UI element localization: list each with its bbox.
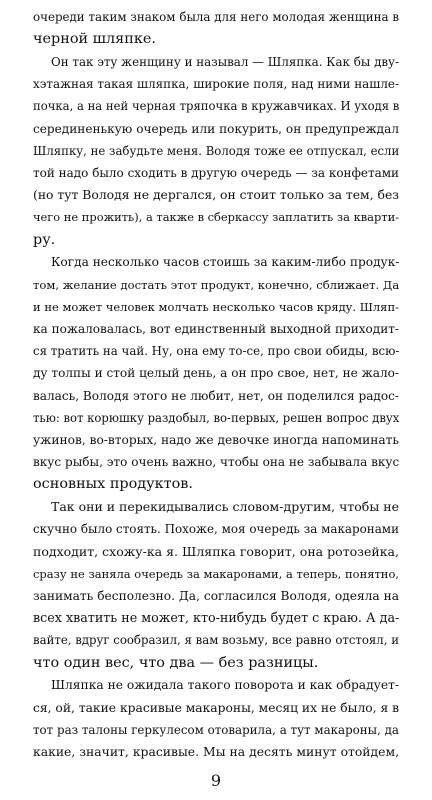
text-line: хэтажная такая шляпка, широкие поля, над ними нашле-	[33, 77, 399, 92]
text-line: Шляпку, не забудьте меня. Володя тоже ее отпускал, если	[33, 143, 400, 158]
text-line: ужинов, во-вторых, надо же девочке иногда напоминать	[33, 433, 399, 447]
text-line: подходит, схожу-ка я. Шляпка говорит, она ротозейка,	[33, 543, 399, 559]
text-line: ру.	[33, 231, 56, 248]
page-number: 9	[210, 771, 222, 791]
text-line: какие, значит, красивые. Мы на десять минут отойдем,	[33, 745, 399, 759]
text-line: основных продуктов.	[33, 476, 193, 493]
text-line: валась, Володя этого не любит, нет, он поделился радос-	[33, 388, 399, 403]
text-line: ся, ой, такие красивые макароны, месяц их не было, я в	[33, 700, 400, 715]
text-line: вкус рыбы, это очень важно, чтобы она не забывала вкус	[33, 455, 400, 470]
text-line: почка, а на ней черная тряпочка в кружавчиках. И уходя в	[33, 99, 400, 114]
text-line: тью: вот корюшку раздобыл, во-первых, решен вопрос двух	[33, 410, 400, 425]
text-line: том, желание достать этот продукт, конечно, сближает. Да	[33, 277, 400, 292]
text-line: Когда несколько часов стоишь за каким-либо продук-	[51, 255, 400, 270]
text-line: что один вес, что два — без разницы.	[33, 654, 319, 671]
text-line: ся тратить на чай. Ну, она ему то-се, про свои обиды, всю-	[33, 344, 400, 359]
text-line: и не может человек молчать несколько часов кряду. Шляп-	[33, 299, 399, 314]
text-line: скучно было стоять. Похоже, моя очередь за макаронами	[33, 522, 399, 537]
text-line: сразу не заняла очередь за макаронами, а теперь, понятно,	[33, 566, 399, 581]
text-line: вайте, вдруг сообразил, я вам возьму, все равно отстоял, и	[33, 633, 399, 648]
text-line: (но тут Володя не дергался, он стоит только за тем, без	[33, 188, 399, 203]
text-line: Шляпка не ожидала такого поворота и как обрадует-	[51, 678, 400, 693]
text-line: серединенькую очередь или покурить, он предупреждал	[33, 121, 399, 136]
text-line: ка пожаловалась, вот единственный выходной приходит-	[33, 322, 399, 336]
text-line: всех хватить не может, кто-нибудь будет с краю. А да-	[33, 610, 400, 626]
text-line: чего не прожить), а также в сберкассу заплатить за кварти-	[33, 210, 400, 225]
text-line: тот раз талоны геркулесом отоварила, а тут макароны, да	[33, 722, 399, 737]
text-line: черной шляпке.	[33, 31, 156, 48]
text-line: той надо было сходить в другую очередь — за конфетами	[33, 166, 399, 180]
text-line: Он так эту женщину и называл — Шляпка. Как бы дву-	[51, 55, 400, 69]
text-line: занимать бесполезно. Да, согласился Володя, одеяла на	[33, 589, 399, 603]
text-line: очереди таким знаком была для него молодая женщина в	[33, 10, 399, 24]
text-line: Так они и перекидывались словом-другим, чтобы не	[51, 499, 399, 515]
text-line: ду толпы и стой целый день, а он про свое, нет, не жало-	[33, 366, 399, 381]
